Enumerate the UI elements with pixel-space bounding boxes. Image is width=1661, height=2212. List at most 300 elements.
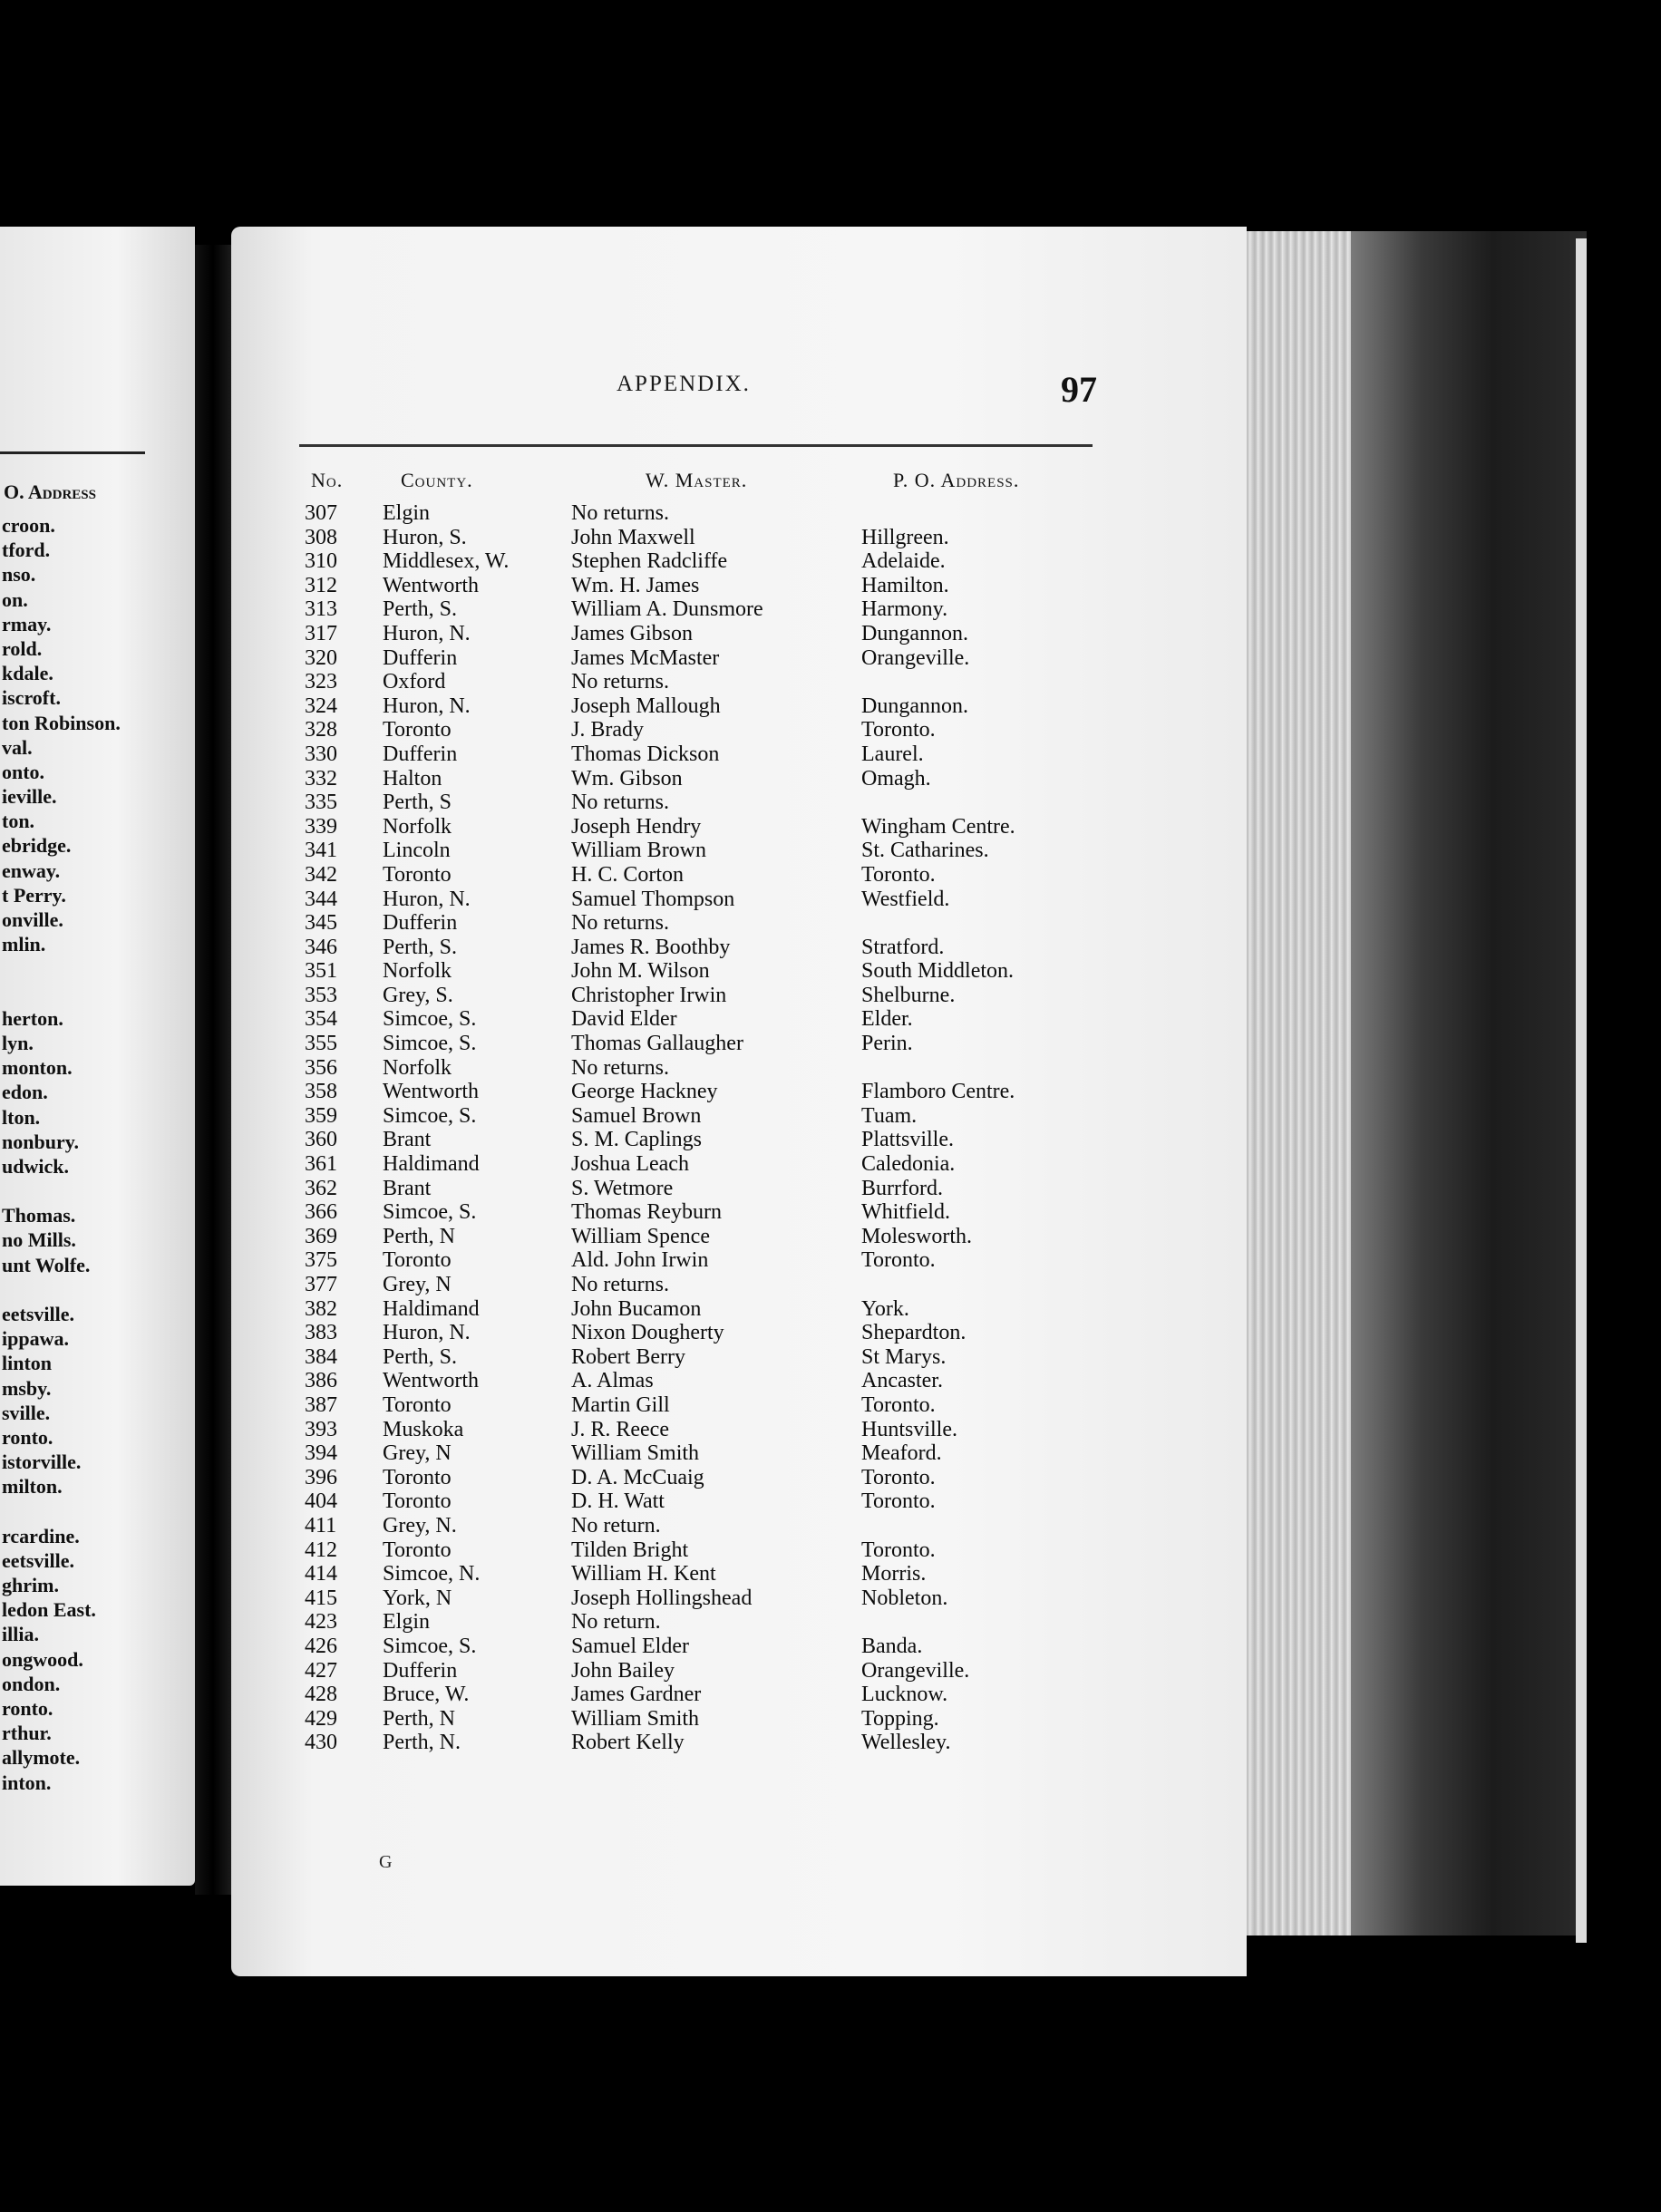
row-number: 358 [305, 1080, 337, 1104]
row-county: Wentworth [383, 573, 480, 597]
row-address: Toronto. [861, 862, 936, 887]
table-row [299, 1200, 1088, 1225]
left-page-address-item: croon. [2, 514, 55, 537]
row-address: Laurel. [861, 742, 924, 766]
row-number: 361 [305, 1152, 337, 1177]
row-number: 345 [305, 911, 337, 936]
row-address: Wellesley. [861, 1731, 951, 1755]
left-page-address-item: linton [2, 1352, 53, 1375]
row-number: 330 [305, 742, 337, 766]
row-master: Joshua Leach [571, 1152, 689, 1177]
table-row [299, 1128, 1088, 1152]
row-master: William Smith [571, 1441, 700, 1466]
row-address: Topping. [861, 1706, 939, 1731]
left-page-address-item: unt Wolfe. [2, 1253, 91, 1276]
left-page-address-item: enway. [2, 859, 61, 882]
row-number: 377 [305, 1273, 337, 1296]
table-row [299, 1369, 1088, 1393]
row-master: William Smith [571, 1706, 700, 1731]
row-master: Christopher Irwin [571, 983, 727, 1007]
table-row [299, 1345, 1088, 1370]
column-header-address: P. O. Address. [893, 469, 1020, 491]
row-address: Shelburne. [861, 983, 956, 1007]
left-page-address-item: ton. [2, 810, 35, 833]
left-page-address-item: nso. [2, 563, 36, 587]
row-number: 396 [305, 1465, 337, 1489]
row-number: 339 [305, 814, 337, 839]
row-address: Caledonia. [861, 1152, 956, 1177]
row-number: 426 [305, 1634, 337, 1658]
table-row [299, 1562, 1088, 1586]
row-number: 308 [305, 525, 337, 549]
row-master: John Bucamon [571, 1296, 702, 1321]
row-county: Huron, N. [383, 887, 471, 911]
left-page-address-item: inton. [2, 1771, 52, 1794]
row-county: Simcoe, N. [383, 1562, 481, 1586]
left-page-address-item: ondon. [2, 1672, 61, 1695]
row-county: Toronto [383, 718, 452, 742]
left-page-rule [0, 451, 145, 454]
row-address: Harmony. [861, 597, 948, 622]
row-number: 369 [305, 1224, 337, 1248]
left-page-address-item: onville. [2, 908, 63, 931]
row-number: 328 [305, 718, 337, 742]
row-address: South Middleton. [861, 959, 1015, 984]
row-master: James R. Boothby [571, 935, 731, 959]
lodge-table [299, 501, 1088, 1755]
left-page-address-item: t Perry. [2, 883, 66, 907]
row-county: Bruce, W. [383, 1683, 470, 1707]
table-row [299, 1321, 1088, 1345]
table-row [299, 1659, 1088, 1683]
table-row [299, 959, 1088, 984]
row-county: Oxford [383, 670, 446, 694]
row-master: H. C. Corton [571, 862, 685, 887]
row-number: 335 [305, 791, 337, 815]
left-page-header: O. Address [4, 480, 96, 503]
row-master: Nixon Dougherty [571, 1321, 724, 1345]
row-number: 346 [305, 935, 337, 959]
table-row [299, 839, 1088, 863]
row-master: Thomas Gallaugher [571, 1032, 743, 1056]
left-page-address-item: illia. [2, 1623, 39, 1646]
row-address: Westfield. [861, 887, 950, 911]
left-page-address-item [2, 1179, 121, 1203]
row-county: Brant [383, 1176, 432, 1200]
row-address: Plattsville. [861, 1128, 954, 1152]
row-master: No return. [571, 1610, 661, 1635]
row-county: Dufferin [383, 742, 458, 766]
table-row [299, 911, 1088, 936]
row-number: 355 [305, 1032, 337, 1056]
table-row [299, 1489, 1088, 1514]
table-row [299, 694, 1088, 719]
table-row [299, 767, 1088, 791]
row-number: 430 [305, 1731, 337, 1755]
row-master: James Gardner [571, 1683, 702, 1707]
left-page-address-item: ebridge. [2, 834, 72, 858]
table-row [299, 1610, 1088, 1635]
row-number: 427 [305, 1658, 337, 1683]
row-master: J. R. Reece [571, 1417, 669, 1441]
row-address: Hamilton. [861, 573, 949, 597]
row-number: 375 [305, 1248, 337, 1273]
row-address: St Marys. [861, 1344, 947, 1369]
row-county: Grey, S. [383, 983, 453, 1007]
row-number: 366 [305, 1200, 337, 1225]
table-row [299, 549, 1088, 574]
left-page-address-item: ippawa. [2, 1327, 69, 1351]
table-row [299, 1538, 1088, 1563]
row-address: Huntsville. [861, 1417, 957, 1441]
table-row [299, 1466, 1088, 1490]
row-master: David Elder [571, 1007, 677, 1032]
row-county: Brant [383, 1128, 432, 1152]
row-master: Wm. Gibson [571, 766, 683, 791]
row-address: Burrford. [861, 1176, 943, 1200]
row-master: A. Almas [571, 1369, 654, 1393]
row-master: No returns. [571, 1055, 669, 1080]
left-page-address-item: msby. [2, 1376, 52, 1400]
row-county: Perth, N. [383, 1731, 461, 1755]
left-page-address-item: mlin. [2, 933, 46, 956]
row-address: Lucknow. [861, 1683, 948, 1707]
left-page-address-list [2, 513, 121, 1795]
left-page-address-item: ton Robinson. [2, 711, 121, 734]
row-number: 404 [305, 1489, 337, 1514]
left-page-address-item: allymote. [2, 1746, 81, 1770]
left-page-address-item: rcardine. [2, 1524, 80, 1547]
table-row [299, 888, 1088, 912]
row-number: 393 [305, 1417, 337, 1441]
row-number: 414 [305, 1562, 337, 1586]
row-address: Hillgreen. [861, 525, 949, 549]
row-county: Halton [383, 766, 442, 791]
table-row [299, 646, 1088, 671]
left-page-address-item: eetsville. [2, 1303, 75, 1325]
row-county: Perth, S. [383, 597, 458, 622]
table-row [299, 791, 1088, 815]
table-row [299, 1731, 1088, 1755]
row-county: Dufferin [383, 645, 458, 670]
row-county: Toronto [383, 862, 452, 887]
row-county: Toronto [383, 1248, 452, 1273]
row-address: Banda. [861, 1634, 923, 1658]
table-row [299, 1177, 1088, 1201]
row-master: Thomas Dickson [571, 742, 720, 766]
row-number: 362 [305, 1176, 337, 1200]
table-row [299, 574, 1088, 598]
row-number: 428 [305, 1683, 337, 1707]
table-row [299, 1635, 1088, 1659]
row-number: 323 [305, 670, 337, 694]
left-page-address-item: onto. [2, 760, 45, 783]
page-header: APPENDIX. [617, 372, 751, 396]
row-address: Toronto. [861, 1538, 936, 1562]
row-number: 310 [305, 549, 337, 574]
row-county: Perth, N [383, 1706, 455, 1731]
table-row [299, 1056, 1088, 1081]
book-cover-rim [1576, 238, 1587, 1943]
row-county: Huron, N. [383, 621, 471, 645]
row-address: Orangeville. [861, 1658, 970, 1683]
left-page-address-item: kdale. [2, 662, 53, 685]
row-master: John M. Wilson [571, 959, 710, 984]
row-address: Toronto. [861, 718, 936, 742]
left-page-address-item: Thomas. [2, 1204, 76, 1227]
row-county: Lincoln [383, 839, 451, 863]
left-page-address-item: ledon East. [2, 1598, 96, 1622]
row-master: Samuel Elder [571, 1634, 689, 1658]
row-master: S. M. Caplings [571, 1128, 703, 1152]
row-master: D. H. Watt [571, 1489, 665, 1514]
left-page-address-item: edon. [2, 1081, 48, 1104]
row-county: Toronto [383, 1489, 452, 1514]
left-page-address-item: nonbury. [2, 1130, 79, 1153]
left-page-address-item: udwick. [2, 1154, 69, 1178]
page-number: 97 [1061, 369, 1097, 410]
row-number: 356 [305, 1055, 337, 1080]
row-master: Martin Gill [571, 1392, 670, 1417]
left-page-address-item: rold. [2, 636, 43, 660]
row-number: 382 [305, 1296, 337, 1321]
row-address: Omagh. [861, 766, 931, 791]
left-page-address-item: val. [2, 735, 33, 759]
header-rule [299, 444, 1093, 447]
row-master: Joseph Hendry [571, 814, 702, 839]
table-row [299, 1707, 1088, 1732]
row-master: No returns. [571, 501, 669, 525]
row-master: John Maxwell [571, 525, 695, 549]
table-row [299, 526, 1088, 550]
row-master: William Brown [571, 839, 707, 863]
row-number: 342 [305, 862, 337, 887]
row-master: S. Wetmore [571, 1176, 674, 1200]
row-address: Meaford. [861, 1441, 942, 1466]
left-page-address-item: rmay. [2, 612, 52, 635]
row-master: Joseph Hollingshead [571, 1586, 753, 1610]
row-master: William Spence [571, 1224, 710, 1248]
table-row [299, 670, 1088, 694]
row-number: 383 [305, 1321, 337, 1345]
row-master: Samuel Thompson [571, 887, 735, 911]
table-row [299, 1104, 1088, 1129]
row-county: Perth, N [383, 1224, 455, 1248]
row-master: No returns. [571, 791, 669, 815]
row-number: 313 [305, 597, 337, 622]
table-row [299, 501, 1088, 526]
row-county: Norfolk [383, 959, 452, 984]
table-row [299, 597, 1088, 622]
row-address: York. [861, 1296, 909, 1321]
table-row [299, 742, 1088, 767]
row-county: Perth, S. [383, 935, 458, 959]
row-address: Nobleton. [861, 1586, 948, 1610]
left-page-address-item: ongwood. [2, 1647, 83, 1671]
row-county: Toronto [383, 1392, 452, 1417]
column-header-county: County. [401, 469, 473, 491]
table-row [299, 815, 1088, 839]
row-address: Molesworth. [861, 1224, 972, 1248]
row-number: 320 [305, 645, 337, 670]
table-row [299, 863, 1088, 888]
left-page-address-item: eetsville. [2, 1548, 75, 1572]
row-master: J. Brady [571, 718, 644, 742]
row-county: Muskoka [383, 1417, 464, 1441]
row-address: Dungannon. [861, 694, 968, 718]
row-county: Elgin [383, 1610, 430, 1635]
row-address: Wingham Centre. [861, 814, 1015, 839]
row-county: Toronto [383, 1538, 452, 1562]
row-number: 351 [305, 959, 337, 984]
row-master: Samuel Brown [571, 1103, 702, 1128]
left-page-address-item: lyn. [2, 1031, 34, 1054]
row-county: Norfolk [383, 1055, 452, 1080]
row-number: 423 [305, 1610, 337, 1635]
row-address: Ancaster. [861, 1369, 943, 1393]
row-county: Grey, N [383, 1441, 452, 1466]
row-address: Adelaide. [861, 549, 946, 574]
row-master: No return. [571, 1513, 661, 1538]
row-county: Huron, N. [383, 694, 471, 718]
row-master: William A. Dunsmore [571, 597, 763, 622]
row-county: Wentworth [383, 1369, 480, 1393]
row-master: James Gibson [571, 621, 693, 645]
left-page-address-item: iscroft. [2, 686, 61, 710]
row-master: William H. Kent [571, 1562, 716, 1586]
column-header-no: No. [311, 469, 344, 491]
book-edge-shadow [1351, 231, 1587, 1936]
table-row [299, 1393, 1088, 1418]
table-row [299, 1514, 1088, 1538]
row-county: Simcoe, S. [383, 1200, 477, 1225]
row-county: Simcoe, S. [383, 1103, 477, 1128]
row-master: Joseph Mallough [571, 694, 721, 718]
table-row [299, 1007, 1088, 1032]
row-county: Grey, N [383, 1273, 452, 1296]
row-master: No returns. [571, 670, 669, 694]
row-number: 353 [305, 983, 337, 1007]
row-county: Haldimand [383, 1152, 480, 1177]
left-page-address-item: no Mills. [2, 1228, 76, 1252]
book-gutter [195, 245, 231, 1895]
row-number: 411 [305, 1513, 337, 1538]
row-county: Wentworth [383, 1080, 480, 1104]
left-page-address-item: ieville. [2, 785, 57, 809]
row-address: Whitfield. [861, 1200, 950, 1225]
left-page-address-item: ronto. [2, 1425, 53, 1449]
row-address: Toronto. [861, 1465, 936, 1489]
row-county: Grey, N. [383, 1513, 457, 1538]
table-row [299, 1080, 1088, 1104]
table-row [299, 1248, 1088, 1273]
row-address: Toronto. [861, 1248, 936, 1273]
row-master: Wm. H. James [571, 573, 700, 597]
row-number: 341 [305, 839, 337, 863]
row-address: Orangeville. [861, 645, 970, 670]
row-address: Toronto. [861, 1392, 936, 1417]
table-row [299, 1273, 1088, 1297]
row-address: Dungannon. [861, 621, 968, 645]
row-county: Middlesex, W. [383, 549, 510, 574]
left-page [0, 227, 195, 1886]
row-master: Robert Kelly [571, 1731, 685, 1755]
row-number: 415 [305, 1586, 337, 1610]
row-number: 394 [305, 1441, 337, 1466]
row-number: 344 [305, 887, 337, 911]
table-row [299, 1683, 1088, 1707]
row-county: Dufferin [383, 1658, 458, 1683]
table-row [299, 1441, 1088, 1466]
row-master: Thomas Reyburn [571, 1200, 722, 1225]
row-number: 429 [305, 1706, 337, 1731]
row-master: James McMaster [571, 645, 720, 670]
table-row [299, 622, 1088, 646]
table-row [299, 936, 1088, 960]
table-row [299, 1152, 1088, 1177]
row-address: Shepardton. [861, 1321, 966, 1345]
left-page-address-item: ghrim. [2, 1574, 59, 1597]
row-county: Elgin [383, 501, 430, 525]
row-address: Flamboro Centre. [861, 1080, 1015, 1104]
table-row [299, 1225, 1088, 1249]
row-master: John Bailey [571, 1658, 675, 1683]
left-page-address-item: ronto. [2, 1697, 53, 1720]
row-county: Simcoe, S. [383, 1032, 477, 1056]
row-number: 354 [305, 1007, 337, 1032]
row-master: Stephen Radcliffe [571, 549, 728, 574]
row-address: Stratford. [861, 935, 945, 959]
row-county: Toronto [383, 1465, 452, 1489]
book-page-edges [1233, 231, 1587, 1936]
table-row [299, 1297, 1088, 1322]
left-page-address-item: rthur. [2, 1722, 52, 1745]
table-row [299, 1586, 1088, 1611]
row-number: 312 [305, 573, 337, 597]
left-page-address-item [2, 1277, 121, 1302]
row-address: Elder. [861, 1007, 913, 1032]
left-page-address-item: tford. [2, 538, 51, 562]
left-page-address-item [2, 1499, 121, 1524]
column-header-master: W. Master. [646, 469, 748, 491]
row-number: 360 [305, 1128, 337, 1152]
left-page-address-item: milton. [2, 1475, 63, 1499]
row-county: Huron, S. [383, 525, 467, 549]
row-number: 387 [305, 1392, 337, 1417]
row-number: 412 [305, 1538, 337, 1562]
row-address: St. Catharines. [861, 839, 989, 863]
row-address: Perin. [861, 1032, 913, 1056]
left-page-address-item [2, 956, 121, 981]
row-county: Haldimand [383, 1296, 480, 1321]
row-master: Robert Berry [571, 1344, 685, 1369]
table-row [299, 1418, 1088, 1442]
row-address: Tuam. [861, 1103, 918, 1128]
row-master: D. A. McCuaig [571, 1465, 704, 1489]
row-master: Ald. John Irwin [571, 1248, 709, 1273]
row-county: Simcoe, S. [383, 1007, 477, 1032]
row-county: York, N [383, 1586, 452, 1610]
left-page-address-item: on. [2, 587, 28, 611]
row-master: No returns. [571, 911, 669, 936]
row-county: Norfolk [383, 814, 452, 839]
row-county: Perth, S [383, 791, 452, 815]
left-page-address-item: lton. [2, 1105, 41, 1129]
left-page-address-item: monton. [2, 1056, 73, 1080]
row-number: 332 [305, 766, 337, 791]
row-address: Morris. [861, 1562, 927, 1586]
row-number: 317 [305, 621, 337, 645]
